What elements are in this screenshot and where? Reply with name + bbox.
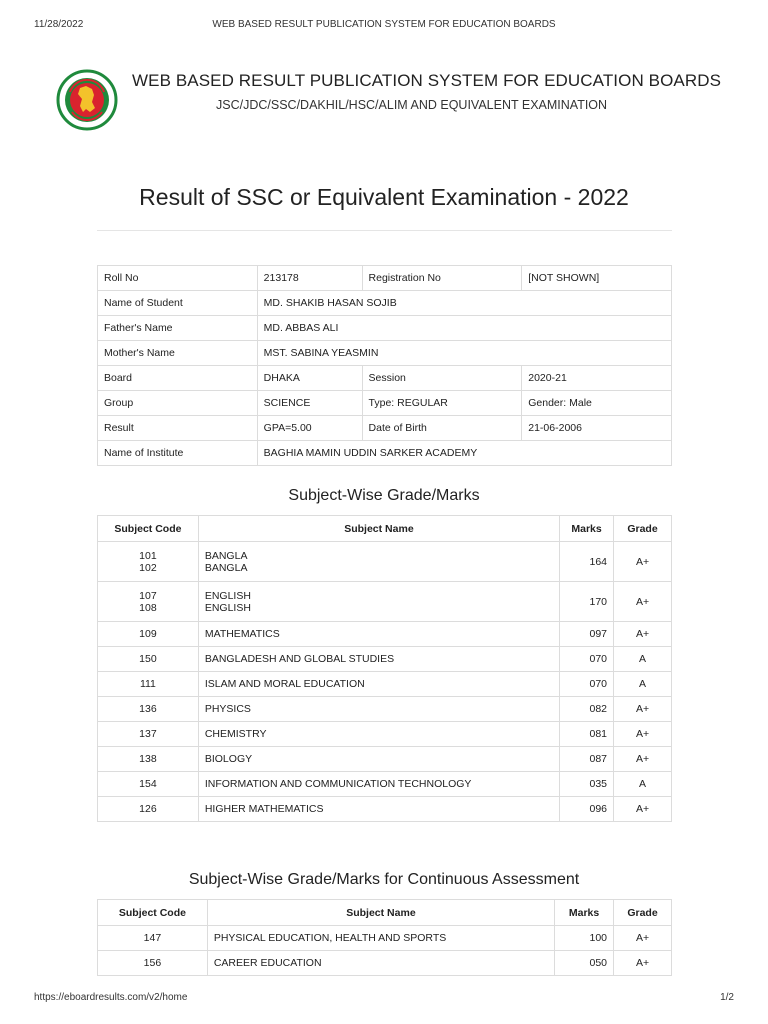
info-row bbox=[98, 266, 672, 291]
subject-code: 147 bbox=[98, 926, 208, 951]
subject-grade: A+ bbox=[614, 951, 672, 976]
col-header-grade: Grade bbox=[614, 900, 672, 926]
roll-label: Roll No bbox=[98, 266, 258, 291]
col-header-marks: Marks bbox=[555, 900, 614, 926]
subject-grades-table bbox=[97, 515, 672, 822]
col-header-name: Subject Name bbox=[198, 516, 559, 542]
subject-grade: A+ bbox=[614, 926, 672, 951]
result-label: Result bbox=[98, 416, 258, 441]
subject-name: ENGLISH ENGLISH bbox=[198, 582, 559, 622]
subject-marks: 082 bbox=[560, 697, 614, 722]
subject-code: 136 bbox=[98, 697, 199, 722]
board-value: DHAKA bbox=[257, 366, 362, 391]
table-row bbox=[98, 582, 672, 622]
col-header-grade: Grade bbox=[614, 516, 672, 542]
table-row bbox=[98, 672, 672, 697]
subject-marks: 035 bbox=[560, 772, 614, 797]
subject-code: 150 bbox=[98, 647, 199, 672]
print-title: WEB BASED RESULT PUBLICATION SYSTEM FOR EDUCATION BOARDS bbox=[212, 19, 556, 30]
result-value: GPA=5.00 bbox=[257, 416, 362, 441]
table-header-row bbox=[98, 900, 672, 926]
mother-value: MST. SABINA YEASMIN bbox=[257, 341, 671, 366]
subject-code: 137 bbox=[98, 722, 199, 747]
session-value: 2020-21 bbox=[522, 366, 672, 391]
subject-name: INFORMATION AND COMMUNICATION TECHNOLOGY bbox=[198, 772, 559, 797]
table-row bbox=[98, 647, 672, 672]
institute-value: BAGHIA MAMIN UDDIN SARKER ACADEMY bbox=[257, 441, 671, 466]
subject-name: PHYSICAL EDUCATION, HEALTH AND SPORTS bbox=[207, 926, 554, 951]
subject-grade: A+ bbox=[614, 622, 672, 647]
site-header bbox=[56, 62, 736, 148]
subject-grade: A+ bbox=[614, 542, 672, 582]
mother-label: Mother's Name bbox=[98, 341, 258, 366]
subject-marks: 100 bbox=[555, 926, 614, 951]
subject-name: BIOLOGY bbox=[198, 747, 559, 772]
subject-name: BANGLA BANGLA bbox=[198, 542, 559, 582]
info-row bbox=[98, 291, 672, 316]
info-row bbox=[98, 341, 672, 366]
subject-marks: 170 bbox=[560, 582, 614, 622]
board-label: Board bbox=[98, 366, 258, 391]
table-row bbox=[98, 542, 672, 582]
subject-code: 138 bbox=[98, 747, 199, 772]
subject-marks: 097 bbox=[560, 622, 614, 647]
subject-marks: 081 bbox=[560, 722, 614, 747]
table-row bbox=[98, 622, 672, 647]
col-header-marks: Marks bbox=[560, 516, 614, 542]
subject-code: 156 bbox=[98, 951, 208, 976]
col-header-code: Subject Code bbox=[98, 516, 199, 542]
site-subtitle: JSC/JDC/SSC/DAKHIL/HSC/ALIM AND EQUIVALENT EXAMINATION bbox=[216, 98, 608, 112]
subject-marks: 087 bbox=[560, 747, 614, 772]
ca-section-title: Subject-Wise Grade/Marks for Continuous Assessment bbox=[188, 871, 580, 888]
institute-label: Name of Institute bbox=[98, 441, 258, 466]
subject-grade: A+ bbox=[614, 582, 672, 622]
print-header bbox=[0, 0, 768, 30]
name-label: Name of Student bbox=[98, 291, 258, 316]
subject-name: HIGHER MATHEMATICS bbox=[198, 797, 559, 822]
father-label: Father's Name bbox=[98, 316, 258, 341]
print-date: 11/28/2022 bbox=[34, 19, 84, 30]
subject-code: 101 102 bbox=[98, 542, 199, 582]
group-label: Group bbox=[98, 391, 258, 416]
subjects-section-title: Subject-Wise Grade/Marks bbox=[288, 487, 480, 504]
father-value: MD. ABBAS ALI bbox=[257, 316, 671, 341]
gender-value: Gender: Male bbox=[522, 391, 672, 416]
info-row bbox=[98, 441, 672, 466]
name-value: MD. SHAKIB HASAN SOJIB bbox=[257, 291, 671, 316]
subject-name: BANGLADESH AND GLOBAL STUDIES bbox=[198, 647, 559, 672]
table-row bbox=[98, 697, 672, 722]
table-row bbox=[98, 951, 672, 976]
page-title: Result of SSC or Equivalent Examination - 2022 bbox=[139, 184, 629, 210]
subject-grade: A bbox=[614, 647, 672, 672]
subject-marks: 070 bbox=[560, 672, 614, 697]
reg-value: [NOT SHOWN] bbox=[522, 266, 672, 291]
type-value: Type: REGULAR bbox=[362, 391, 522, 416]
subject-name: PHYSICS bbox=[198, 697, 559, 722]
subject-name: CAREER EDUCATION bbox=[207, 951, 554, 976]
subject-code: 126 bbox=[98, 797, 199, 822]
subject-name: ISLAM AND MORAL EDUCATION bbox=[198, 672, 559, 697]
reg-label: Registration No bbox=[362, 266, 522, 291]
table-row bbox=[98, 926, 672, 951]
table-row bbox=[98, 722, 672, 747]
subject-grade: A+ bbox=[614, 722, 672, 747]
table-row bbox=[98, 772, 672, 797]
info-row bbox=[98, 391, 672, 416]
subject-marks: 164 bbox=[560, 542, 614, 582]
subject-code: 154 bbox=[98, 772, 199, 797]
table-row bbox=[98, 747, 672, 772]
subject-grade: A+ bbox=[614, 747, 672, 772]
info-row bbox=[98, 366, 672, 391]
subject-code: 111 bbox=[98, 672, 199, 697]
dob-label: Date of Birth bbox=[362, 416, 522, 441]
dob-value: 21-06-2006 bbox=[522, 416, 672, 441]
site-title: WEB BASED RESULT PUBLICATION SYSTEM FOR EDUCATION BOARDS bbox=[132, 71, 722, 90]
subject-name: MATHEMATICS bbox=[198, 622, 559, 647]
table-row bbox=[98, 797, 672, 822]
subject-grade: A+ bbox=[614, 697, 672, 722]
group-value: SCIENCE bbox=[257, 391, 362, 416]
roll-value: 213178 bbox=[257, 266, 362, 291]
subject-marks: 096 bbox=[560, 797, 614, 822]
info-row bbox=[98, 316, 672, 341]
subject-code: 107 108 bbox=[98, 582, 199, 622]
col-header-code: Subject Code bbox=[98, 900, 208, 926]
footer-page-number: 1/2 bbox=[720, 992, 734, 1003]
col-header-name: Subject Name bbox=[207, 900, 554, 926]
subject-marks: 070 bbox=[560, 647, 614, 672]
subject-code: 109 bbox=[98, 622, 199, 647]
session-label: Session bbox=[362, 366, 522, 391]
subject-grade: A bbox=[614, 672, 672, 697]
bangladesh-govt-seal-icon bbox=[56, 62, 118, 140]
info-row bbox=[98, 416, 672, 441]
subject-grade: A bbox=[614, 772, 672, 797]
subject-marks: 050 bbox=[555, 951, 614, 976]
continuous-assessment-table bbox=[97, 899, 672, 976]
student-info-table bbox=[97, 265, 672, 466]
subject-grade: A+ bbox=[614, 797, 672, 822]
subject-name: CHEMISTRY bbox=[198, 722, 559, 747]
table-header-row bbox=[98, 516, 672, 542]
divider bbox=[97, 230, 672, 231]
footer-url: https://eboardresults.com/v2/home bbox=[34, 992, 188, 1003]
